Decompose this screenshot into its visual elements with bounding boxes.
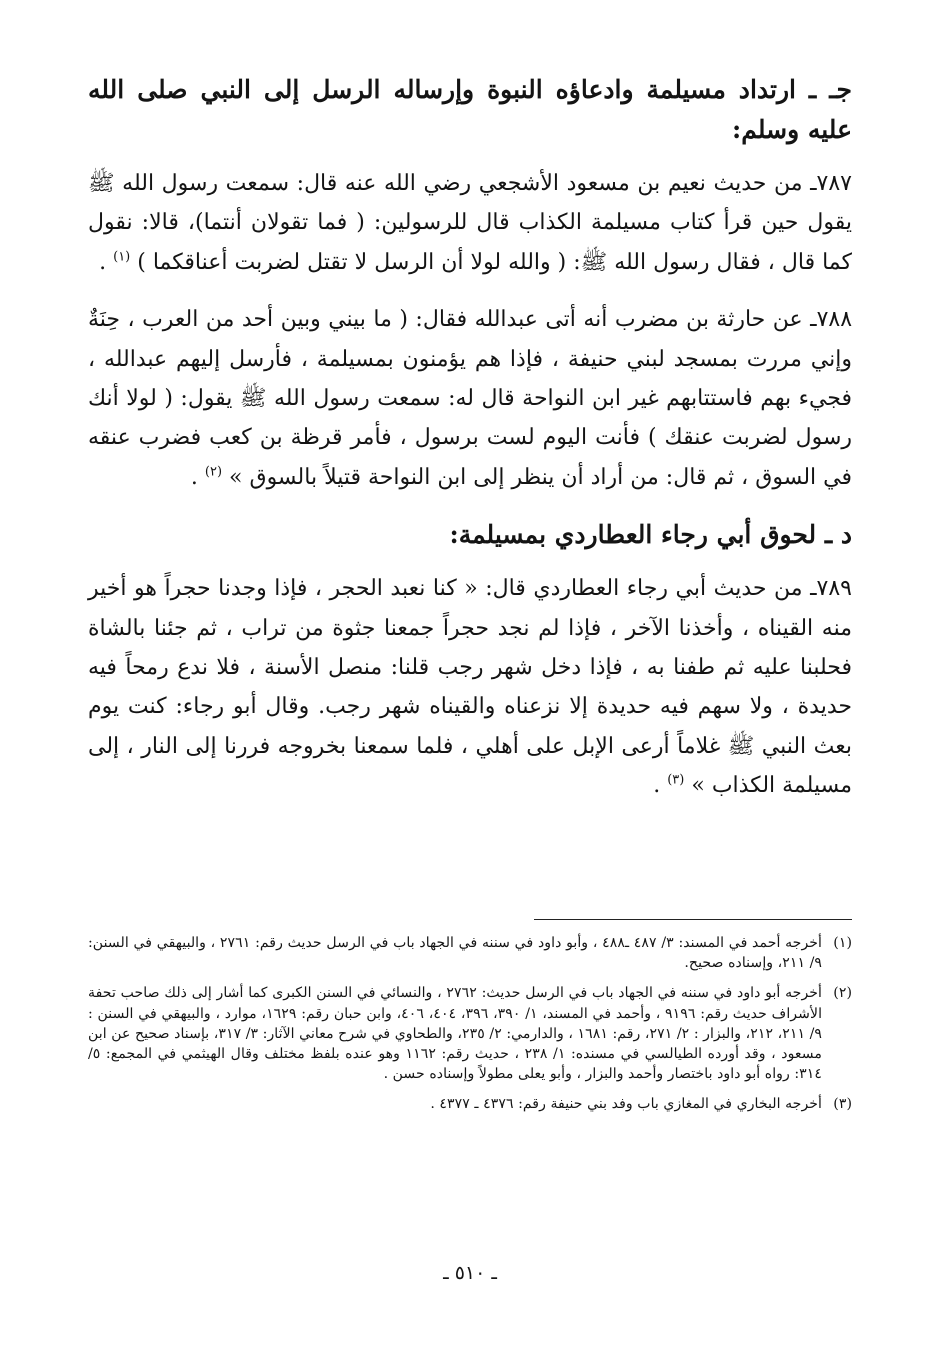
footnote-1 [88, 933, 852, 973]
hadith-787 [88, 164, 852, 282]
footnote-text: أخرجه أحمد في المسند: ٣/ ٤٨٧ ـ٤٨٨ ، وأبو داود في سننه في الجهاد باب في الرسل حديث رقم: ٢٧٦١ ، والبيهقي في السنن: ٩/ ٢١١، وإسناده صحيح. [88, 935, 822, 972]
section-heading-c: جـ ـ ارتداد مسيلمة وادعاؤه النبوة وإرساله الرسل إلى النبي صلى الله عليه وسلم: [88, 75, 852, 144]
page-number: ـ ٥١٠ ـ [443, 1262, 497, 1284]
footnote-number: (١) [833, 935, 852, 951]
footnote-3 [88, 1094, 852, 1114]
hadith-789-end: . [653, 773, 668, 799]
footnote-text: أخرجه أبو داود في سننه في الجهاد باب في الرسل حديث: ٢٧٦٢ ، والنسائي في السنن الكبرى كما أشار إلى ذلك صاحب تحفة الأشراف حديث رقم: ٩١٩٦ ، وأحمد في المسند، ١/ ٣٩٠، ٣٩٦، ٤٠٤، ٤٠٦، وابن حبان رقم: ١٦٢٩، موارد ، والبيهقي في السنن : ٩/ ٢١١، ٢١٢، والبزار : ٢/ ٢٧١، رقم: ١٦٨١ ، والدارمي: ٢/ ٢٣٥، والطحاوي في شرح معاني الآثار: ٣/ ٣١٧، بإسناد صحيح عن ابن مسعود ، وقد أورده الطيالسي في مسنده: ١/ ٢٣٨ ، حديث رقم: ١١٦٢ وهو عنده بلفظ مختلف وقال الهيثمي في المجمع: ٥/ ٣١٤: رواه أبو داود باختصار وأحمد والبزار ، وأبو يعلى مطولاً وإسناده حسن . [88, 985, 823, 1083]
footnotes [88, 933, 852, 1125]
footnote-ref-2[interactable]: (٢) [204, 464, 223, 480]
footnote-2 [88, 983, 852, 1084]
footnote-ref-1[interactable]: (١) [113, 249, 131, 265]
footnote-text: أخرجه البخاري في المغازي باب وفد بني حنيفة رقم: ٤٣٧٦ ـ ٤٣٧٧ . [430, 1096, 822, 1113]
hadith-787-text: ٧٨٧ـ من حديث نعيم بن مسعود الأشجعي رضي الله عنه قال: سمعت رسول الله ﷺ يقول حين قرأ كتاب مسيلمة الكذاب قال للرسولين: ( فما تقولان أنتما)، قالا: نقول كما قال ، فقال رسول الله ﷺ: ( والله لولا أن الرسل لا تقتل لضربت أعناقكما ) [88, 171, 852, 275]
footnote-number: (٣) [833, 1096, 852, 1113]
hadith-788-end: . [190, 464, 205, 490]
main-text [88, 70, 852, 824]
hadith-788 [88, 300, 852, 497]
footnote-ref-3[interactable]: (٣) [667, 772, 685, 788]
hadith-789-text: ٧٨٩ـ من حديث أبي رجاء العطاردي قال: « كنا نعبد الحجر ، فإذا وجدنا حجراً هو أخير منه القيناه ، وأخذنا الآخر ، فإذا لم نجد حجراً جمعنا جثوة من تراب ، ثم جئنا بالشاة فحلبنا عليه ثم طفنا به ، فإذا دخل شهر رجب قلنا: منصل الأسنة ، فلا ندع رمحاً فيه حديدة ، ولا سهم فيه حديدة إلا نزعناه والقيناه شهر رجب. وقال أبو رجاء: كنت يوم بعث النبي ﷺ غلاماً أرعى الإبل على أهلي ، فلما سمعنا بخروجه فررنا إلى النار ، إلى مسيلمة الكذاب » [88, 576, 852, 799]
footnote-separator [534, 919, 852, 920]
hadith-789 [88, 569, 852, 805]
section-heading-d: د ـ لحوق أبي رجاء العطاردي بمسيلمة: [449, 520, 852, 550]
hadith-787-end: . [99, 249, 114, 275]
hadith-788-text: ٧٨٨ـ عن حارثة بن مضرب أنه أتى عبدالله فقال: ( ما بيني وبين أحد من العرب ، حِنَةٌ وإني مررت بمسجد لبني حنيفة ، فإذا هم يؤمنون بمسيلمة ، فأرسل إليهم عبدالله ، فجيء بهم فاستتابهم غير ابن النواحة قال له: سمعت رسول الله ﷺ يقول: ( لولا أنك رسول لضربت عنقك ) فأنت اليوم لست برسول ، فأمر قرظة بن كعب فضرب عنقه في السوق ، ثم قال: من أراد أن ينظر إلى ابن النواحة قتيلاً بالسوق » [88, 307, 853, 490]
footnote-number: (٢) [833, 985, 852, 1002]
